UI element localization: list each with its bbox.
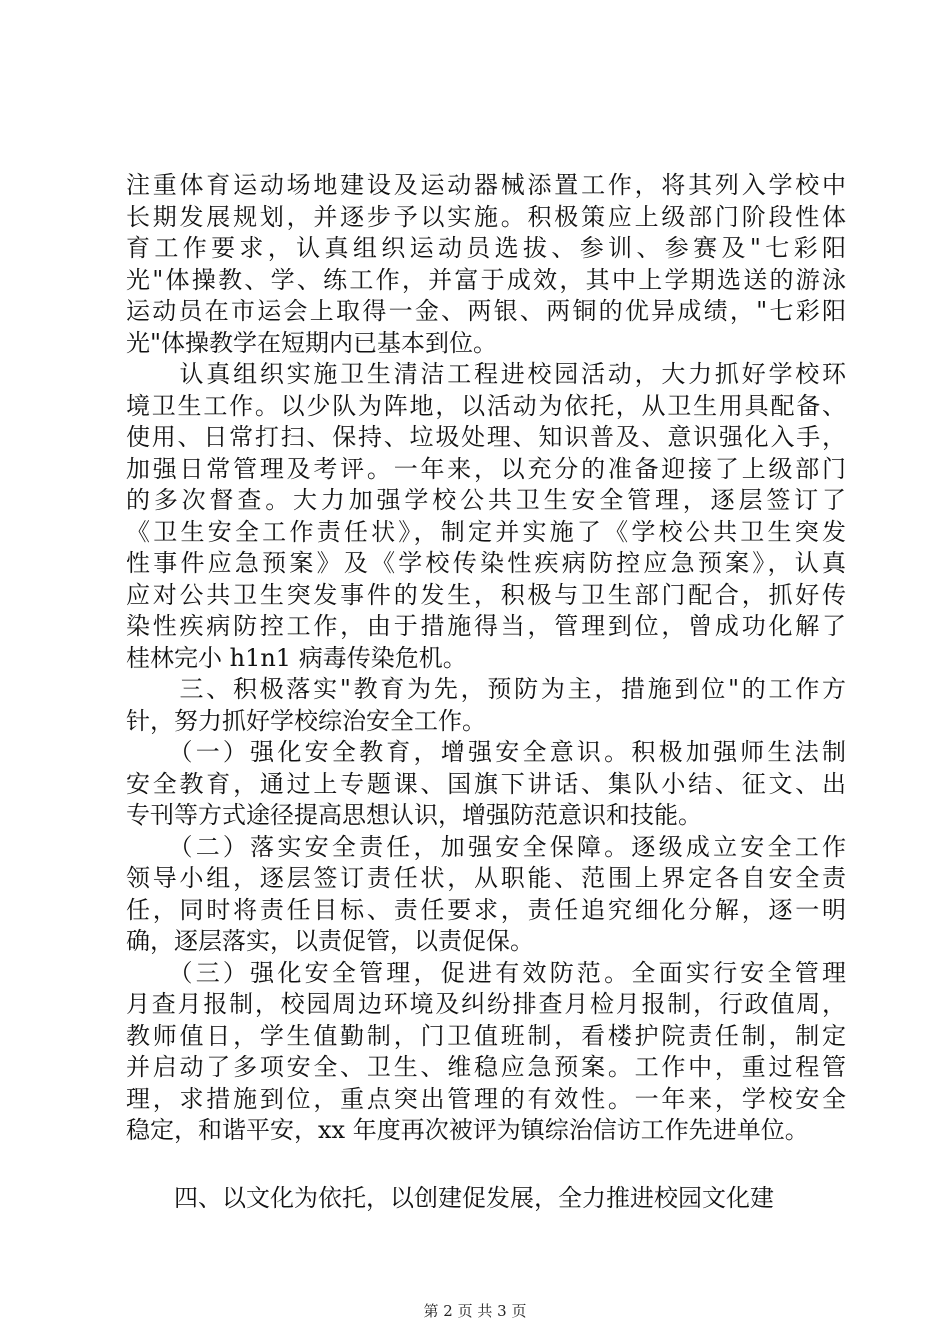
text-line: 长期发展规划，并逐步予以实施。积极策应上级部门阶段性体 [126, 202, 846, 231]
text-line: 性事件应急预案》及《学校传染性疾病防控应急预案》，认真 [126, 549, 846, 577]
text-line: 光"体操教、学、练工作，并富于成效，其中上学期选送的游泳 [126, 265, 846, 294]
text-line: 稳定，和谐平安，xx 年度再次被评为镇综治信访工作先进单位。 [126, 1116, 809, 1144]
text-line: 三、积极落实"教育为先，预防为主，措施到位"的工作方 [126, 675, 846, 703]
text-line: （一）强化安全教育，增强安全意识。积极加强师生法制 [126, 738, 846, 766]
text-line: 的多次督查。大力加强学校公共卫生安全管理，逐层签订了 [126, 486, 846, 514]
paragraph [126, 674, 846, 737]
text-line: 应对公共卫生突发事件的发生，积极与卫生部门配合，抓好传 [126, 580, 846, 609]
text-line: 月查月报制，校园周边环境及纠纷排查月检月报制，行政值周， [126, 990, 846, 1018]
document-body [126, 170, 846, 1214]
paragraph [126, 737, 846, 832]
text-line: 运动员在市运会上取得一金、两银、两铜的优异成绩，"七彩阳 [126, 297, 846, 325]
text-line: 桂林完小 h1n1 病毒传染危机。 [126, 643, 467, 672]
text-line: 理，求措施到位，重点突出管理的有效性。一年来，学校安全 [126, 1084, 846, 1113]
text-line: 四、以文化为依托，以创建促发展，全力推进校园文化建 [126, 1183, 774, 1212]
page-footer: 第 2 页 共 3 页 [423, 1302, 527, 1320]
text-line: 确，逐层落实，以责促管，以责促保。 [126, 927, 534, 955]
paragraph-gap [126, 1147, 846, 1183]
text-line: 安全教育，通过上专题课、国旗下讲话、集队小结、征文、出 [126, 769, 846, 798]
text-line: 认真组织实施卫生清洁工程进校园活动，大力抓好学校环 [126, 360, 846, 388]
text-line: 染性疾病防控工作，由于措施得当，管理到位，曾成功化解了 [126, 612, 846, 640]
text-line: （三）强化安全管理，促进有效防范。全面实行安全管理 [126, 958, 846, 987]
text-line: 育工作要求，认真组织运动员选拔、参训、参赛及"七彩阳 [126, 234, 846, 262]
text-line: 光"体操教学在短期内已基本到位。 [126, 328, 498, 357]
paragraph [126, 359, 846, 674]
text-line: 《卫生安全工作责任状》，制定并实施了《学校公共卫生突发 [126, 517, 846, 546]
paragraph [126, 1183, 846, 1215]
text-line: 注重体育运动场地建设及运动器械添置工作，将其列入学校中 [126, 171, 846, 199]
text-line: 境卫生工作。以少队为阵地，以活动为依托，从卫生用具配备、 [126, 391, 846, 420]
paragraph [126, 832, 846, 958]
text-line: 专刊等方式途径提高思想认识，增强防范意识和技能。 [126, 801, 702, 829]
text-line: （二）落实安全责任，加强安全保障。逐级成立安全工作 [126, 832, 846, 861]
text-line: 领导小组，逐层签订责任状，从职能、范围上界定各自安全责 [126, 864, 846, 892]
text-line: 使用、日常打扫、保持、垃圾处理、知识普及、意识强化入手， [126, 423, 846, 451]
text-line: 教师值日，学生值勤制，门卫值班制，看楼护院责任制，制定 [126, 1021, 846, 1050]
text-line: 针，努力抓好学校综治安全工作。 [126, 706, 486, 735]
paragraph [126, 958, 846, 1147]
text-line: 任，同时将责任目标、责任要求，责任追究细化分解，逐一明 [126, 895, 846, 924]
paragraph [126, 170, 846, 359]
text-line: 并启动了多项安全、卫生、维稳应急预案。工作中，重过程管 [126, 1053, 846, 1081]
text-line: 加强日常管理及考评。一年来，以充分的准备迎接了上级部门 [126, 454, 846, 483]
